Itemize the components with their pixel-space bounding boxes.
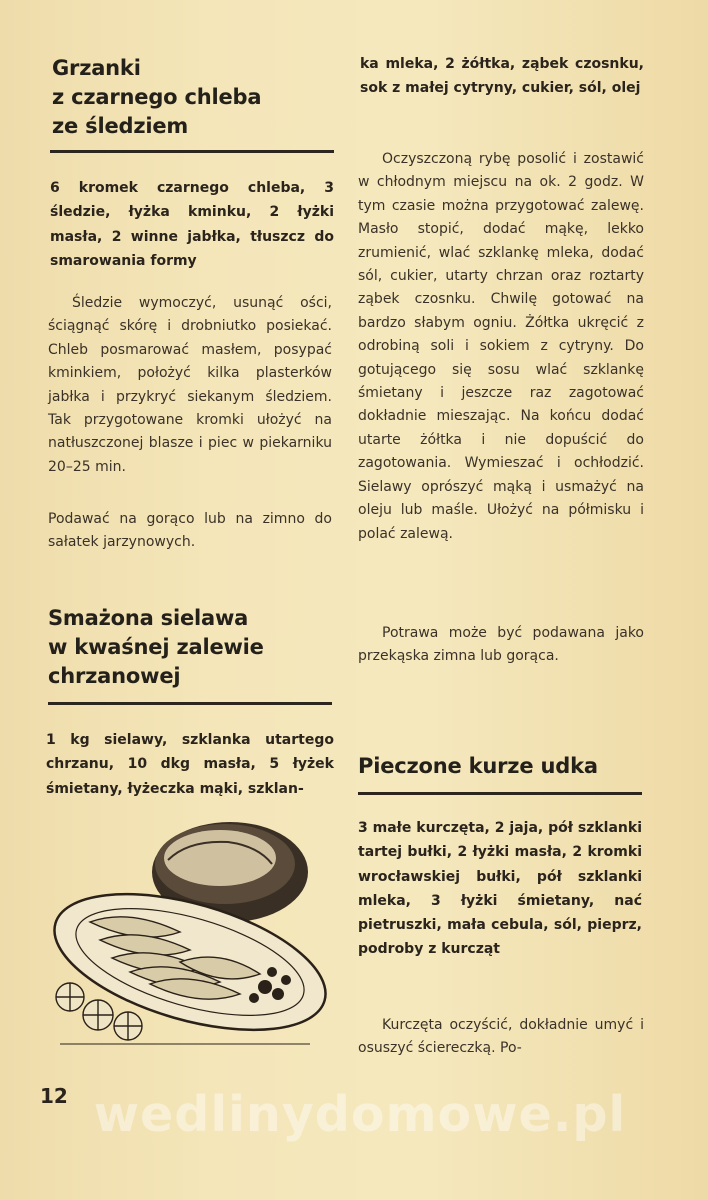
recipe-title-udka: [358, 752, 644, 781]
title-line: w kwaśnej zalewie: [48, 635, 264, 659]
instructions-grzanki-1: Śledzie wymoczyć, usunąć ości, ściągnąć skórę i drobniutko posiekać. Chleb posmarować masłem, posypać kminkiem, położyć kilka plasterków jabłka i przykryć siekanym śledziem. Tak przygotowane kromki ułożyć na natłuszczonej blasze i piec w piekarniku 20–25 min.: [48, 295, 332, 475]
instructions-grzanki-2: Podawać na gorąco lub na zimno do sałatek jarzynowych.: [48, 511, 332, 551]
title-line: Smażona sielawa: [48, 606, 249, 630]
title-line: z czarnego chleba: [52, 85, 262, 109]
page-number: 12: [40, 1084, 68, 1108]
fish-platter-illustration: [40, 812, 340, 1062]
instructions-udka-1: Kurczęta oczyścić, dokładnie umyć i osuszyć ściereczką. Po-: [358, 1017, 644, 1057]
ingredients-sielawa-part2: ka mleka, 2 żółtka, ząbek czosnku, sok z małej cytryny, cukier, sól, olej: [360, 56, 644, 97]
title-line: Grzanki: [52, 56, 141, 80]
title-line: Pieczone kurze udka: [358, 754, 598, 778]
title-rule: [358, 792, 642, 795]
recipe-title-grzanki: [52, 54, 332, 141]
title-rule: [48, 702, 332, 705]
title-line: ze śledziem: [52, 114, 189, 138]
recipe-title-sielawa: [48, 604, 332, 691]
watermark: wedlinydomowe.pl: [93, 1086, 627, 1143]
ingredients-udka: 3 małe kurczęta, 2 jaja, pół szklanki tartej bułki, 2 łyżki masła, 2 kromki wrocławskiej bułki, pół szklanki mleka, 3 łyżki śmietany, nać pietruszki, mała cebula, sól, pieprz, podroby z kurcząt: [358, 820, 642, 958]
instructions-sielawa-2: Potrawa może być podawana jako przekąska zimna lub gorąca.: [358, 625, 644, 665]
instructions-sielawa-1: Oczyszczoną rybę posolić i zostawić w chłodnym miejscu na ok. 2 godz. W tym czasie można przygotować zalewę. Masło stopić, dodać mąkę, lekko zrumienić, wlać szklankę mleka, dodać sól, cukier, utarty chrzan oraz roztarty ząbek czosnku. Chwilę gotować na bardzo słabym ogniu. Żółtka ukręcić z odrobiną soli i sokiem z cytryny. Do gotującego się sosu wlać szklankę śmietany i jeszcze raz zagotować dokładnie mieszając. Na końcu dodać utarte żółtka i nie dopuścić do zagotowania. Wymieszać i ochłodzić. Sielawy oprószyć mąką i usmażyć na oleju lub maśle. Ułożyć na półmisku i polać zalewą.: [358, 151, 644, 542]
ingredients-sielawa-part1: 1 kg sielawy, szklanka utartego chrzanu, 10 dkg masła, 5 łyżek śmietany, łyżeczka mąki, szklan-: [46, 732, 334, 797]
title-rule: [50, 150, 334, 153]
ingredients-grzanki: 6 kromek czarnego chleba, 3 śledzie, łyżka kminku, 2 łyżki masła, 2 winne jabłka, tłuszcz do smarowania formy: [50, 180, 334, 269]
title-line: chrzanowej: [48, 664, 181, 688]
